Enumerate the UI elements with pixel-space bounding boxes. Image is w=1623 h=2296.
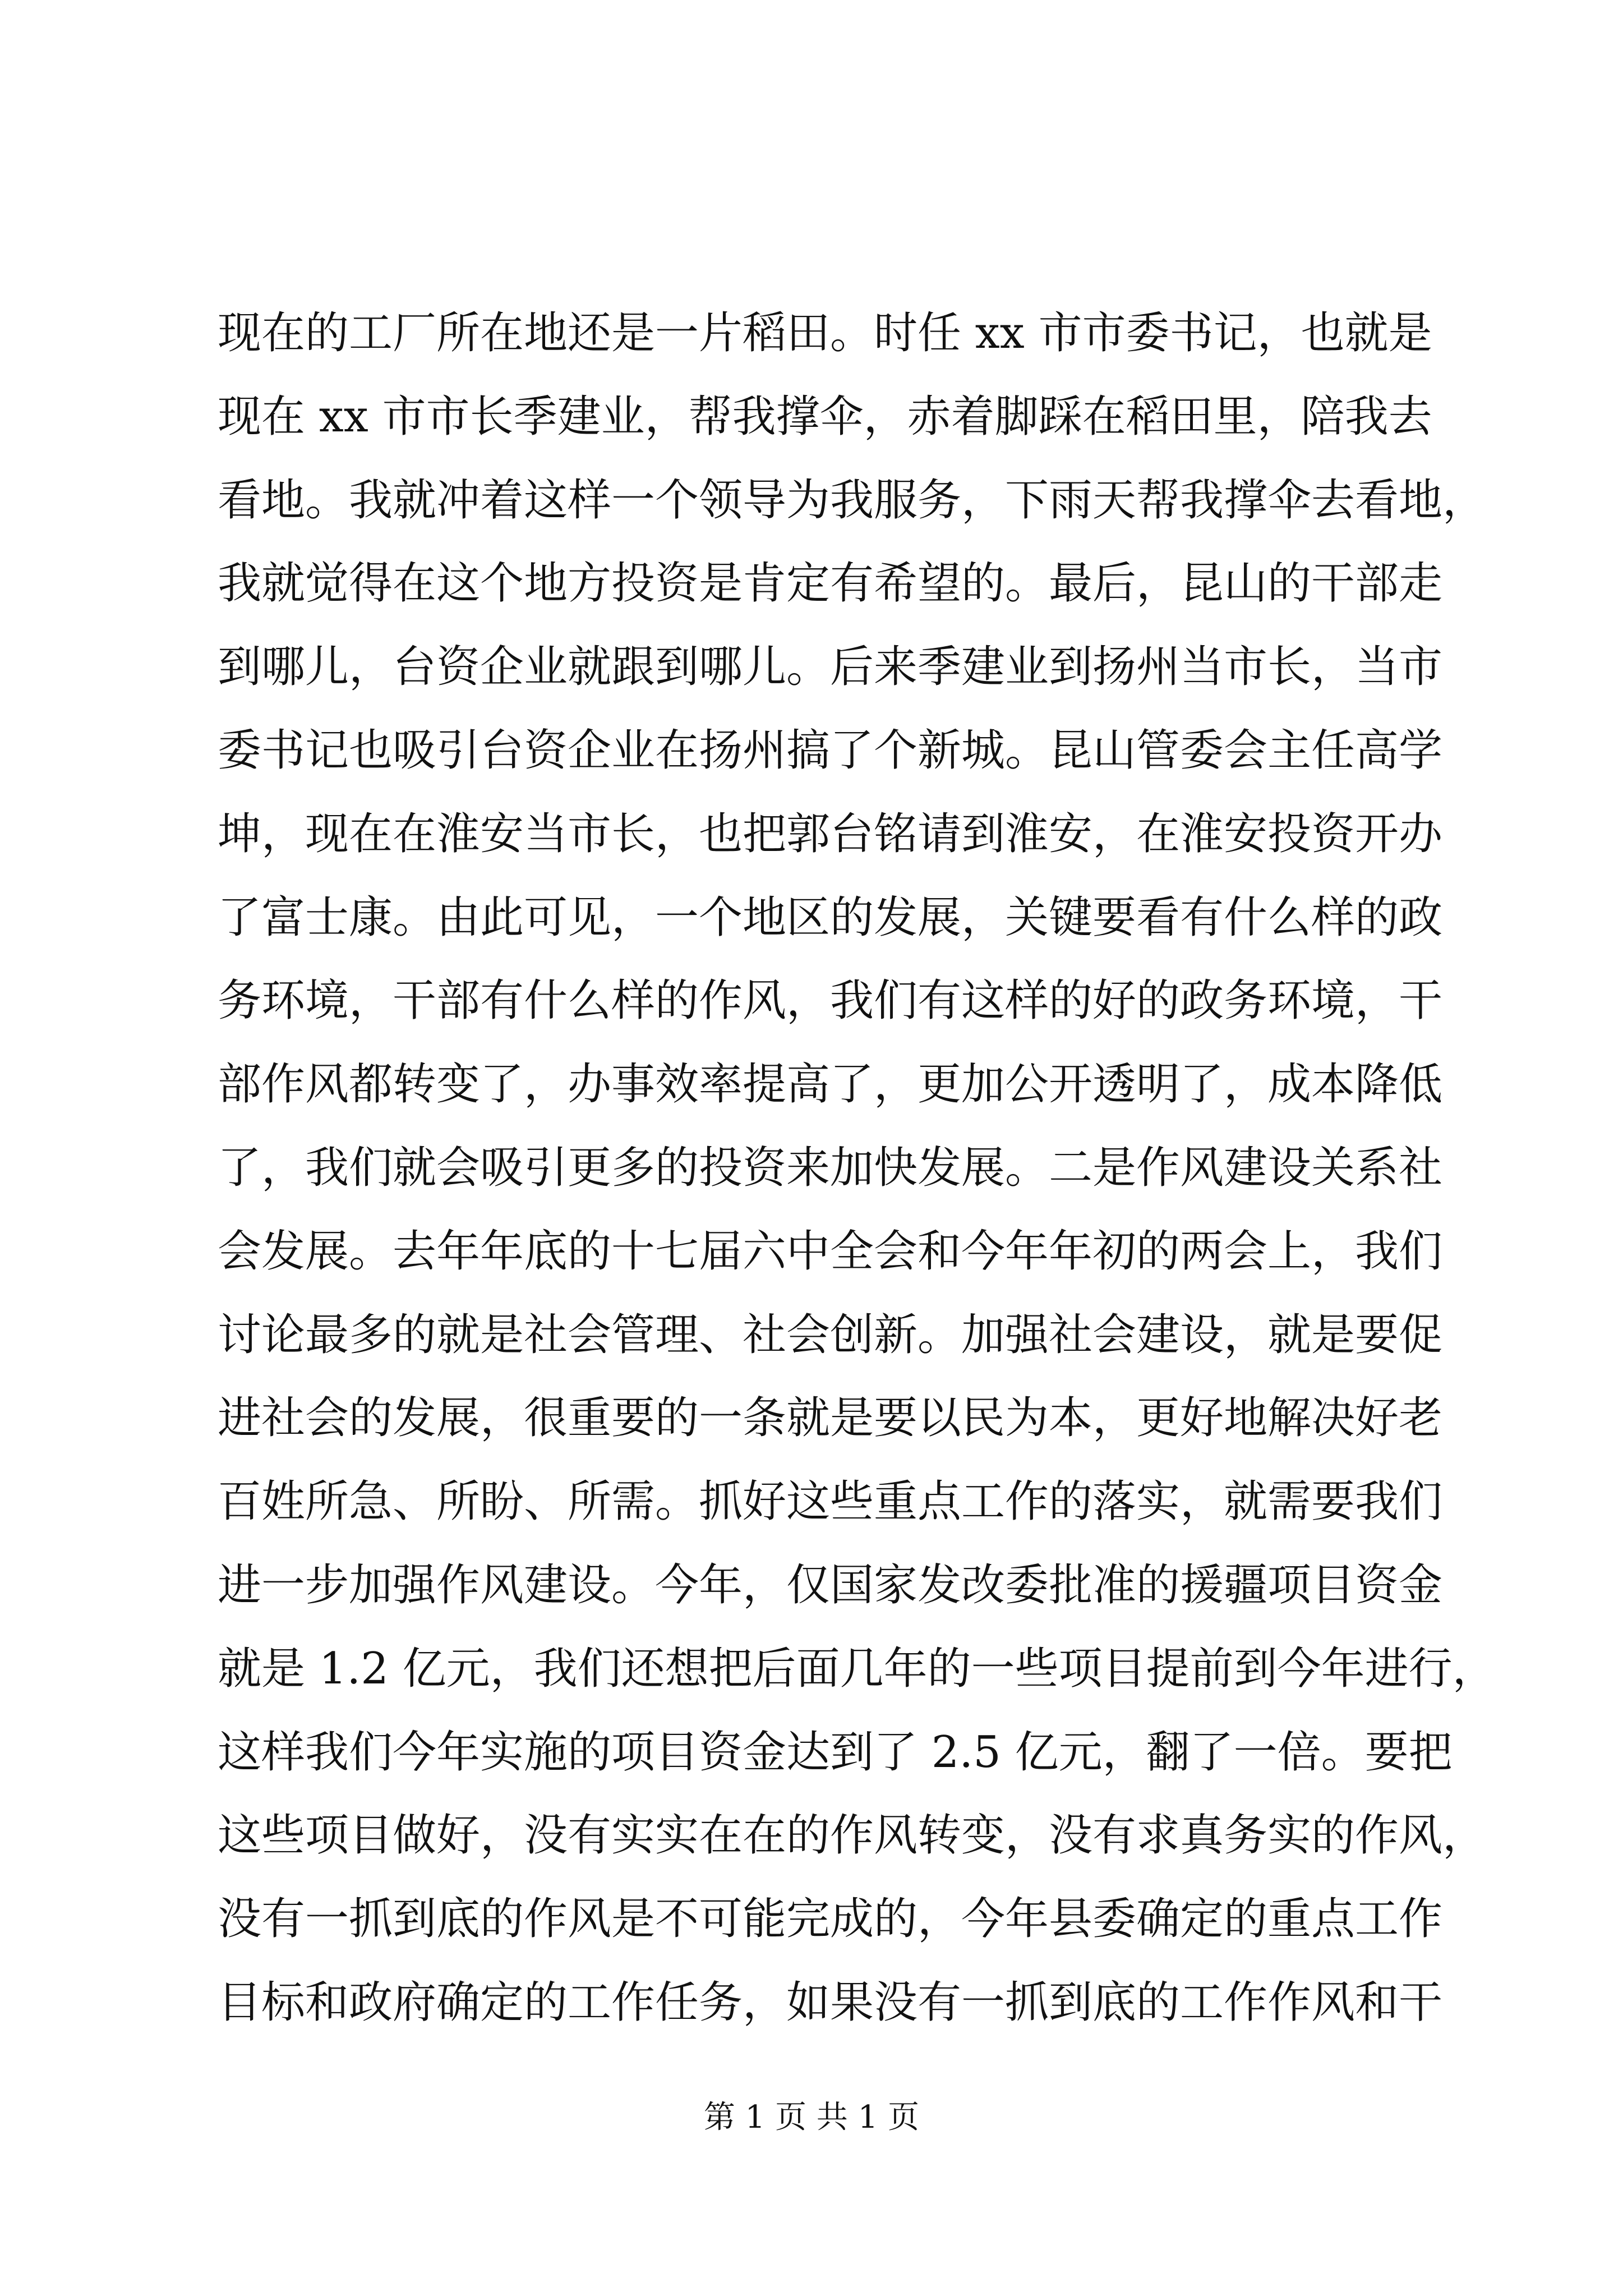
text-line-20: 没有一抓到底的作风是不可能完成的，今年县委确定的重点工作 [218,1894,1443,1945]
text-line-11: 了，我们就会吸引更多的投资来加快发展。二是作风建设关系社 [218,1142,1443,1193]
text-line-4: 我就觉得在这个地方投资是肯定有希望的。最后，昆山的干部走 [218,558,1443,609]
text-line-7: 坤，现在在淮安当市长，也把郭台铭请到淮安，在淮安投资开办 [218,808,1443,859]
text-line-5: 到哪儿，台资企业就跟到哪儿。后来季建业到扬州当市长，当市 [218,642,1443,693]
body-text [218,292,1496,2045]
text-line-1: 现在的工厂所在地还是一片稻田。时任 xx 市市委书记，也就是 [218,308,1432,358]
text-line-17: 就是 1.2 亿元，我们还想把后面几年的一些项目提前到今年进行， [218,1643,1496,1694]
text-line-12: 会发展。去年年底的十七届六中全会和今年年初的两会上，我们 [218,1226,1443,1277]
text-line-14: 进社会的发展，很重要的一条就是要以民为本，更好地解决好老 [218,1393,1443,1444]
text-line-18: 这样我们今年实施的项目资金达到了 2.5 亿元，翻了一倍。要把 [218,1727,1453,1778]
text-line-9: 务环境，干部有什么样的作风，我们有这样的好的政务环境，干 [218,976,1443,1027]
text-line-10: 部作风都转变了，办事效率提高了，更加公开透明了，成本降低 [218,1059,1443,1110]
page-number-footer: 第 1 页 共 1 页 [703,2099,920,2136]
text-line-16: 进一步加强作风建设。今年，仅国家发改委批准的援疆项目资金 [218,1559,1443,1611]
text-line-21: 目标和政府确定的工作任务，如果没有一抓到底的工作作风和干 [218,1977,1443,2028]
text-line-13: 讨论最多的就是社会管理、社会创新。加强社会建设，就是要促 [218,1309,1443,1360]
text-line-6: 委书记也吸引台资企业在扬州搞了个新城。昆山管委会主任高学 [218,725,1443,776]
text-line-3: 看地。我就冲着这样一个领导为我服务，下雨天帮我撑伞去看地， [218,475,1487,526]
text-line-19: 这些项目做好，没有实实在在的作风转变，没有求真务实的作风， [218,1810,1487,1861]
text-line-2: 现在 xx 市市长季建业，帮我撑伞，赤着脚踩在稻田里，陪我去 [218,391,1432,442]
text-line-15: 百姓所急、所盼、所需。抓好这些重点工作的落实，就需要我们 [218,1476,1443,1527]
text-line-8: 了富士康。由此可见，一个地区的发展，关键要看有什么样的政 [218,892,1443,943]
